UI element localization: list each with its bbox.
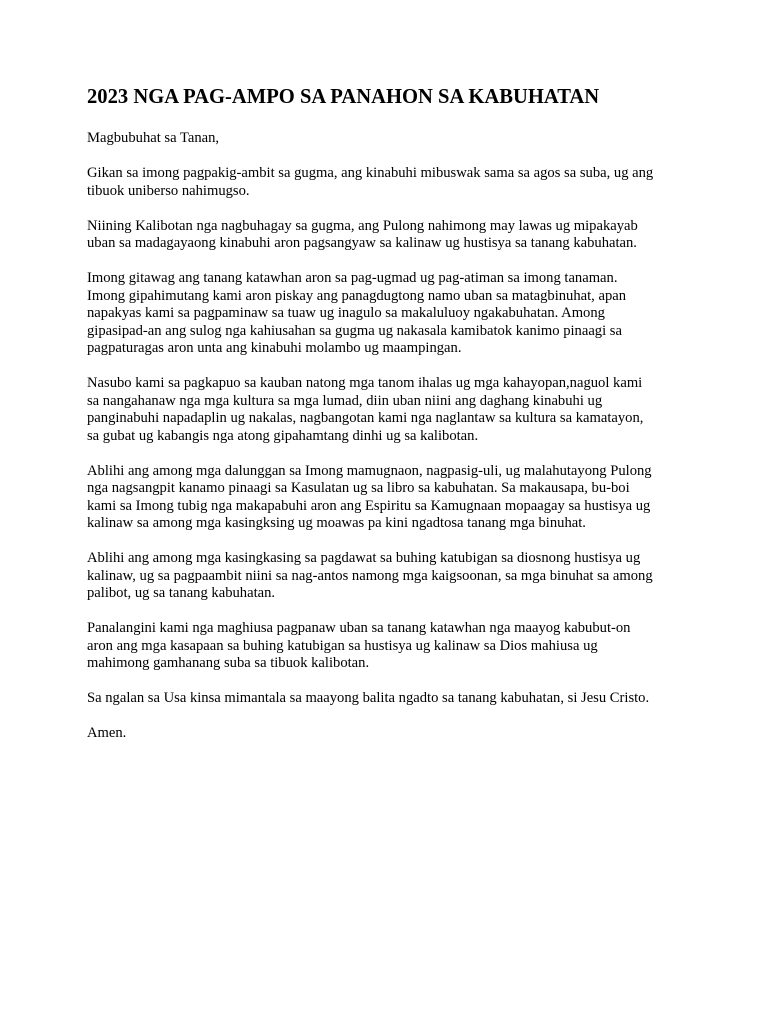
paragraph	[87, 270, 687, 358]
text-line: Nasubo kami sa pagkapuo sa kauban natong mga tanom ihalas ug mga kahayopan,naguol kami	[87, 375, 643, 391]
text-line: uban sa madagayaong kinabuhi aron pagsangyaw sa kalinaw ug hustisya sa tanang kabuhatan.	[87, 235, 637, 251]
text-line: Amen.	[87, 725, 127, 741]
text-line: napakyas kami sa pagpaminaw sa tuaw ug inagulo sa makaluluoy ngakabuhatan. Among	[87, 305, 605, 321]
text-line: kalinaw sa among mga kasingksing ug moawas pa kini ngadtosa tanang mga binuhat.	[87, 515, 586, 531]
text-line: pagpaturagas aron unta ang kinabuhi molambo ug maampingan.	[87, 340, 462, 356]
paragraph	[87, 725, 687, 743]
text-line: sa nangahanaw nga mga kultura sa mga lumad, diin uban niini ang daghang kinabuhi ug	[87, 392, 603, 409]
text-line: aron ang mga kasapaan sa buhing katubigan sa hustisya ug kalinaw sa Dios mahiusa ug	[87, 637, 598, 654]
text-line: Imong gipahimutang kami aron piskay ang panagdugtong namo uban sa matagbinuhat, apan	[87, 287, 627, 304]
document-body	[87, 130, 687, 743]
text-line: Ablihi ang among mga dalunggan sa Imong mamugnaon, nagpasig-uli, ug malahutayong Pulong	[87, 462, 652, 479]
paragraph	[87, 690, 687, 708]
text-line: gipasipad-an ang sulog nga kahiusahan sa gugma ug nakasala kamibatok kanimo pinaagi sa	[87, 322, 622, 339]
text-line: tibuok uniberso nahimugso.	[87, 182, 250, 199]
text-line: nga nagsangpit kanamo pinaagi sa Kasulatan ug sa libro sa kabuhatan. Sa makausapa, bu-boi	[87, 480, 630, 496]
paragraph	[87, 550, 687, 603]
text-line: palibot, ug sa tanang kabuhatan.	[87, 585, 276, 601]
text-line: Niining Kalibotan nga nagbuhagay sa gugma, ang Pulong nahimong may lawas ug mipakayab	[87, 217, 638, 234]
text-line: Ablihi ang among mga kasingkasing sa pagdawat sa buhing katubigan sa diosnong hustisya ug	[87, 550, 641, 566]
text-line: Sa ngalan sa Usa kinsa mimantala sa maayong balita ngadto sa tanang kabuhatan, si Jesu Cristo.	[87, 690, 650, 706]
text-line: Panalangini kami nga maghiusa pagpanaw uban sa tanang katawhan nga maayog kabubut-on	[87, 620, 631, 636]
paragraph	[87, 218, 687, 253]
document-page	[87, 84, 687, 760]
text-line: mahimong gamhanang suba sa tibuok kalibotan.	[87, 655, 370, 671]
paragraph	[87, 463, 687, 533]
text-line: Gikan sa imong pagpakig-ambit sa gugma, ang kinabuhi mibuswak sama sa agos sa suba, ug ang	[87, 165, 654, 181]
text-line: sa gubat ug kabangis nga atong gipahamtang dinhi ug sa kalibotan.	[87, 427, 479, 444]
text-line: Imong gitawag ang tanang katawhan aron sa pag-ugmad ug pag-atiman sa imong tanaman.	[87, 270, 618, 286]
paragraph	[87, 375, 687, 445]
text-line: kalinaw, ug sa pagpaambit niini sa nag-antos namong mga kaigsoonan, sa mga binuhat sa among	[87, 567, 653, 584]
paragraph	[87, 620, 687, 673]
text-line: panginabuhi napadaplin ug nakalas, nagbangotan kami nga naglantaw sa kultura sa kamatayon,	[87, 410, 644, 426]
document-title: 2023 NGA PAG-AMPO SA PANAHON SA KABUHATAN	[87, 86, 600, 108]
text-line: kami sa Imong tubig nga makapabuhi aron ang Espiritu sa Kamugnaan mopaagay sa hustisya ug	[87, 497, 651, 514]
paragraph	[87, 130, 687, 148]
text-line: Magbubuhat sa Tanan,	[87, 130, 220, 146]
paragraph	[87, 165, 687, 200]
